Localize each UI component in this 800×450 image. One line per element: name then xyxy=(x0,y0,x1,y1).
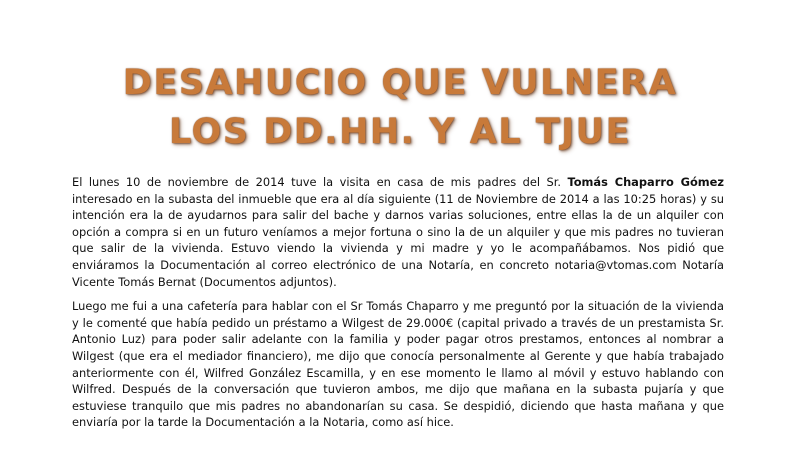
person-name-bold: Tomás Chaparro Gómez xyxy=(567,175,724,189)
paragraph-1-start: El lunes 10 de noviembre de 2014 tuve la visita en casa de mis padres del Sr. xyxy=(72,175,568,189)
paragraph-1 xyxy=(72,174,724,290)
paragraph-1-rest: interesado en la subasta del inmueble que era al día siguiente (11 de Noviembre de 2014 a las 10:25 horas) y su intención era la de ayudarnos para salir del bache y darnos varias soluciones, entre ellas la de un alquiler con opción a compra si en un futuro veníamos a mejor fortuna o sino la de un alquiler y que mis padres no tuvieran que salir de la vivienda. Estuvo viendo la vivienda y mi madre y yo le acompañábamos. Nos pidió que enviáramos la Documentación al correo electrónico de una Notaría, en concreto notaria@vtomas.com Notaría Vicente Tomás Bernat (Documentos adjuntos). xyxy=(72,191,724,289)
document-body xyxy=(72,174,724,439)
title-line-1: DESAHUCIO QUE VULNERA xyxy=(122,63,678,104)
title-line-2: LOS DD.HH. Y AL TJUE xyxy=(169,112,631,153)
document-title xyxy=(0,59,800,157)
paragraph-2: Luego me fui a una cafetería para hablar con el Sr Tomás Chaparro y me preguntó por la situación de la vivienda y le comenté que había pedido un préstamo a Wilgest de 29.000€ (capital privado a través de un prestamista Sr. Antonio Luz) para poder salir adelante con la familia y poder pagar otros prestamos, entonces al nombrar a Wilgest (que era el mediador financiero), me dijo que conocía personalmente al Gerente y que había trabajado anteriormente con él, Wilfred González Escamilla, y en ese momento le llamo al móvil y estuvo hablando con Wilfred. Después de la conversación que tuvieron ambos, me dijo que mañana en la subasta pujaría y que estuviese tranquilo que mis padres no abandonarían su casa. Se despidió, diciendo que hasta mañana y que enviaría por la tarde la Documentación a la Notaria, como así hice. xyxy=(72,299,724,430)
